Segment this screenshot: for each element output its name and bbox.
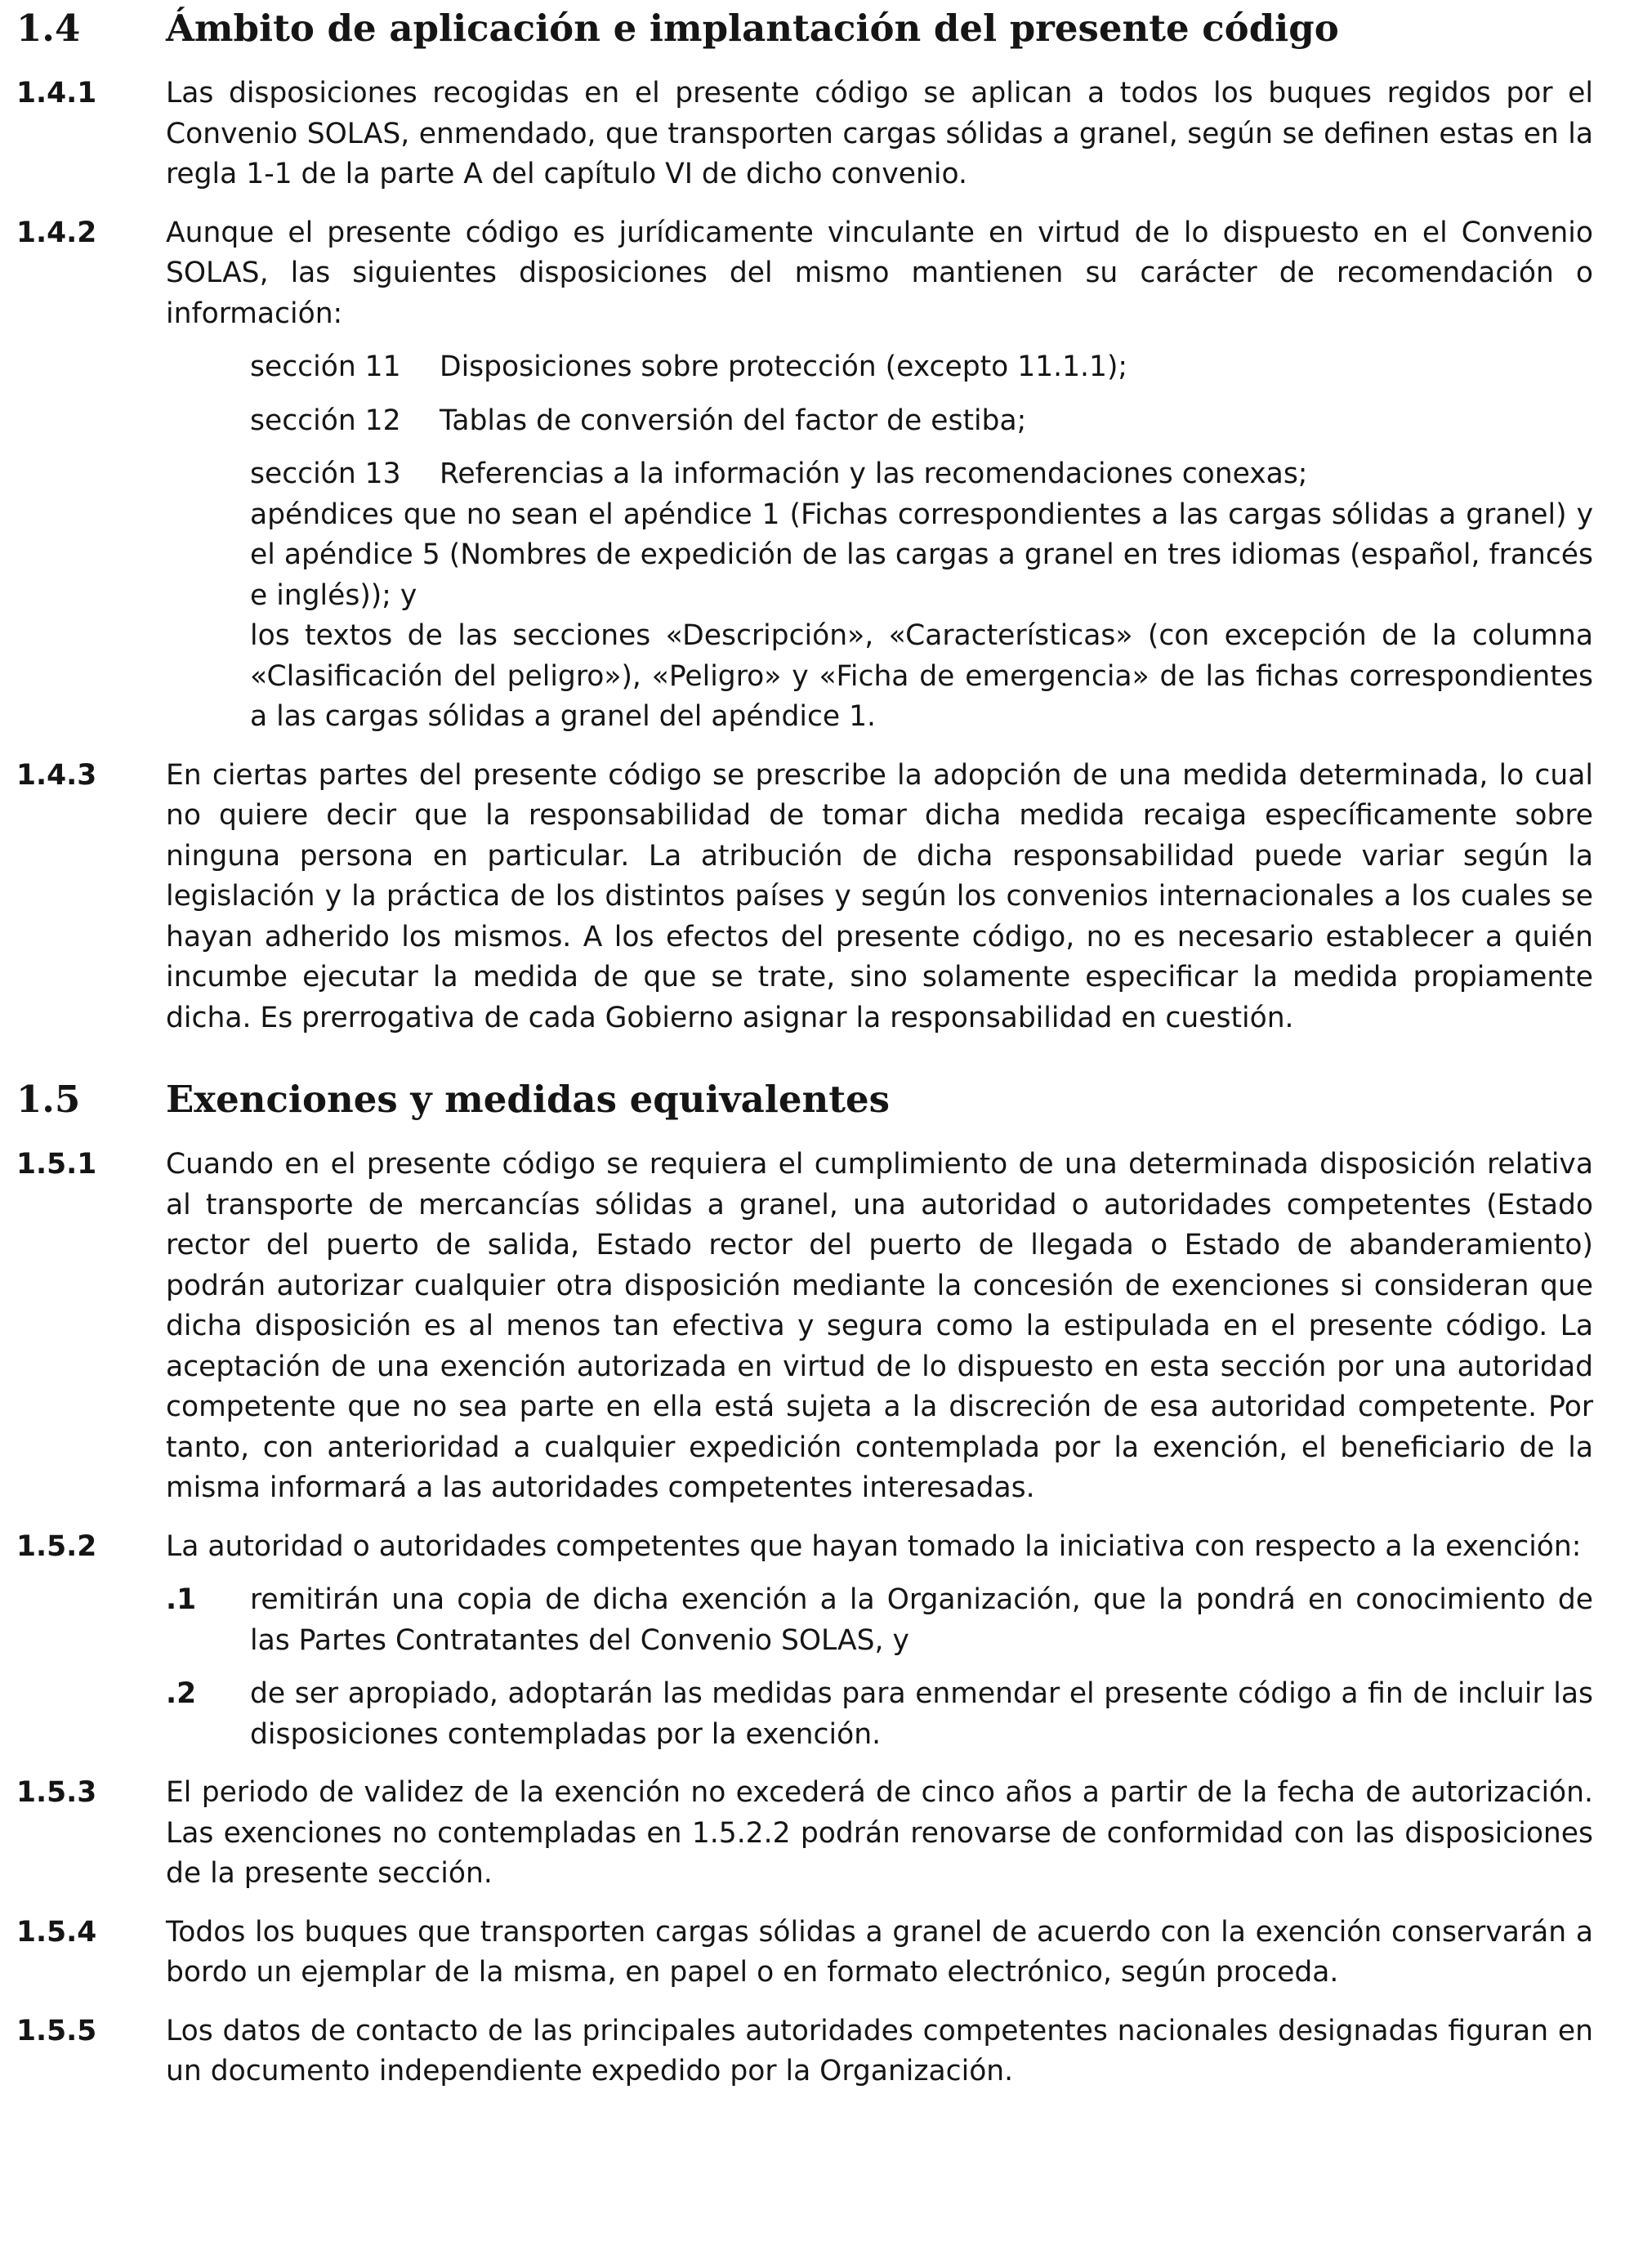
paragraph-number: 1.4.3 [16,758,97,792]
exempt-provisions-list [250,347,1593,738]
section-number: 1.4 [16,7,81,50]
list-item-label: sección 11 [250,350,401,383]
paragraph-1-4-1 [16,74,1593,195]
paragraph-1-5-3 [16,1773,1593,1895]
paragraph-number: 1.5.3 [16,1776,97,1809]
paragraph-number: 1.4.2 [16,216,97,249]
paragraph-body [166,756,1593,1039]
paragraph-1-5-5 [16,2011,1593,2092]
paragraph-text: La autoridad o autoridades competentes que hayan tomado la iniciativa con respecto a la exención: [166,1529,1582,1563]
section-number: 1.5 [16,1078,81,1121]
paragraph-1-5-2 [16,1527,1593,1756]
list-item [166,1580,1593,1661]
list-item-text: de ser apropiado, adoptarán las medidas para enmendar el presente código a fin de incluir las disposiciones contempladas por la exención. [250,1677,1593,1751]
paragraph-number: 1.4.1 [16,77,97,109]
list-extra-text: apéndices que no sean el apéndice 1 (Fichas correspondientes a las cargas sólidas a granel) y el apéndice 5 (Nombres de expedición de las cargas a granel en tres idiomas (español, francés e inglés)); y [250,498,1593,612]
paragraph-body [166,2011,1593,2092]
paragraph-text: El periodo de validez de la exención no excederá de cinco años a partir de la fecha de autorización. Las exenciones no contempladas en 1.5.2.2 podrán renovarse de conformidad con las disposiciones de la presente sección. [166,1776,1593,1890]
list-item [250,454,1593,495]
paragraph-text: Aunque el presente código es jurídicamente vinculante en virtud de lo dispuesto en el Convenio SOLAS, las siguientes disposiciones del mismo mantienen su carácter de recomendación o información: [166,216,1593,330]
paragraph-body [166,1527,1593,1756]
section-heading-1-5 [16,1078,1593,1122]
paragraph-body [166,1913,1593,1993]
paragraph-1-5-1 [16,1145,1593,1509]
paragraph-1-4-2 [16,213,1593,738]
list-item-label: .2 [166,1677,197,1710]
list-extra-text: los textos de las secciones «Descripción», «Características» (con excepción de la columna «Clasificación del peligro»), «Peligro» y «Ficha de emergencia» de las fichas correspondientes a las cargas sólidas a granel del apéndice 1. [250,619,1593,733]
paragraph-body [166,1145,1593,1509]
paragraph-text: Todos los buques que transporten cargas sólidas a granel de acuerdo con la exención conservarán a bordo un ejemplar de la misma, en papel o en formato electrónico, según proceda. [166,1915,1593,1989]
section-title: Ámbito de aplicación e implantación del presente código [166,7,1339,50]
list-item-text: remitirán una copia de dicha exención a la Organización, que la pondrá en conocimiento de las Partes Contratantes del Convenio SOLAS, y [250,1583,1593,1657]
list-item-label: sección 12 [250,404,401,437]
list-item [166,1674,1593,1755]
list-item-text: Referencias a la información y las recomendaciones conexas; [440,458,1308,490]
paragraph-number: 1.5.4 [16,1915,97,1949]
paragraph-text: Los datos de contacto de las principales autoridades competentes nacionales designadas figuran en un documento independiente expedido por la Organización. [166,2014,1593,2087]
paragraph-body [166,213,1593,738]
list-item-text: Tablas de conversión del factor de estiba; [440,404,1027,437]
section-title: Exenciones y medidas equivalentes [166,1078,890,1121]
list-item [250,347,1593,388]
list-item-label: .1 [166,1583,197,1616]
paragraph-body [166,1773,1593,1895]
paragraph-1-5-4 [16,1913,1593,1993]
paragraph-number: 1.5.5 [16,2014,97,2047]
list-item [250,401,1593,442]
paragraph-text: Cuando en el presente código se requiera el cumplimiento de una determinada disposición relativa al transporte de mercancías sólidas a granel, una autoridad o autoridades competentes (Estado rector del puerto de salida, Estado rector del puerto de llegada o Estado de abanderamiento) podrán autorizar cualquier otra disposición mediante la concesión de exenciones si consideran que dicha disposición es al menos tan efectiva y segura como la estipulada en el presente código. La aceptación de una exención autorizada en virtud de lo dispuesto en esta sección por una autoridad competente que no sea parte en ella está sujeta a la discreción de esa autoridad competente. Por tanto, con anterioridad a cualquier expedición contemplada por la exención, el beneficiario de la misma informará a las autoridades competentes interesadas. [166,1148,1593,1504]
paragraph-number: 1.5.1 [16,1148,97,1181]
list-item-text: Disposiciones sobre protección (excepto 11.1.1); [440,350,1128,383]
paragraph-body [166,74,1593,195]
paragraph-1-4-3 [16,756,1593,1039]
paragraph-text: Las disposiciones recogidas en el presente código se aplican a todos los buques regidos por el Convenio SOLAS, enmendado, que transporten cargas sólidas a granel, según se definen estas en la regla 1-1 de la parte A del capítulo VI de dicho convenio. [166,77,1593,190]
paragraph-text: En ciertas partes del presente código se prescribe la adopción de una medida determinada, lo cual no quiere decir que la responsabilidad de tomar dicha medida recaiga específicamente sobre ninguna persona en particular. La atribución de dicha responsabilidad puede variar según la legislación y la práctica de los distintos países y según los convenios internacionales a los cuales se hayan adherido los mismos. A los efectos del presente código, no es necesario establecer a quién incumbe ejecutar la medida de que se trate, sino solamente especificar la medida propiamente dicha. Es prerrogativa de cada Gobierno asignar la responsabilidad en cuestión. [166,758,1593,1034]
section-heading-1-4 [16,7,1593,51]
paragraph-number: 1.5.2 [16,1529,97,1563]
list-item-label: sección 13 [250,458,401,490]
